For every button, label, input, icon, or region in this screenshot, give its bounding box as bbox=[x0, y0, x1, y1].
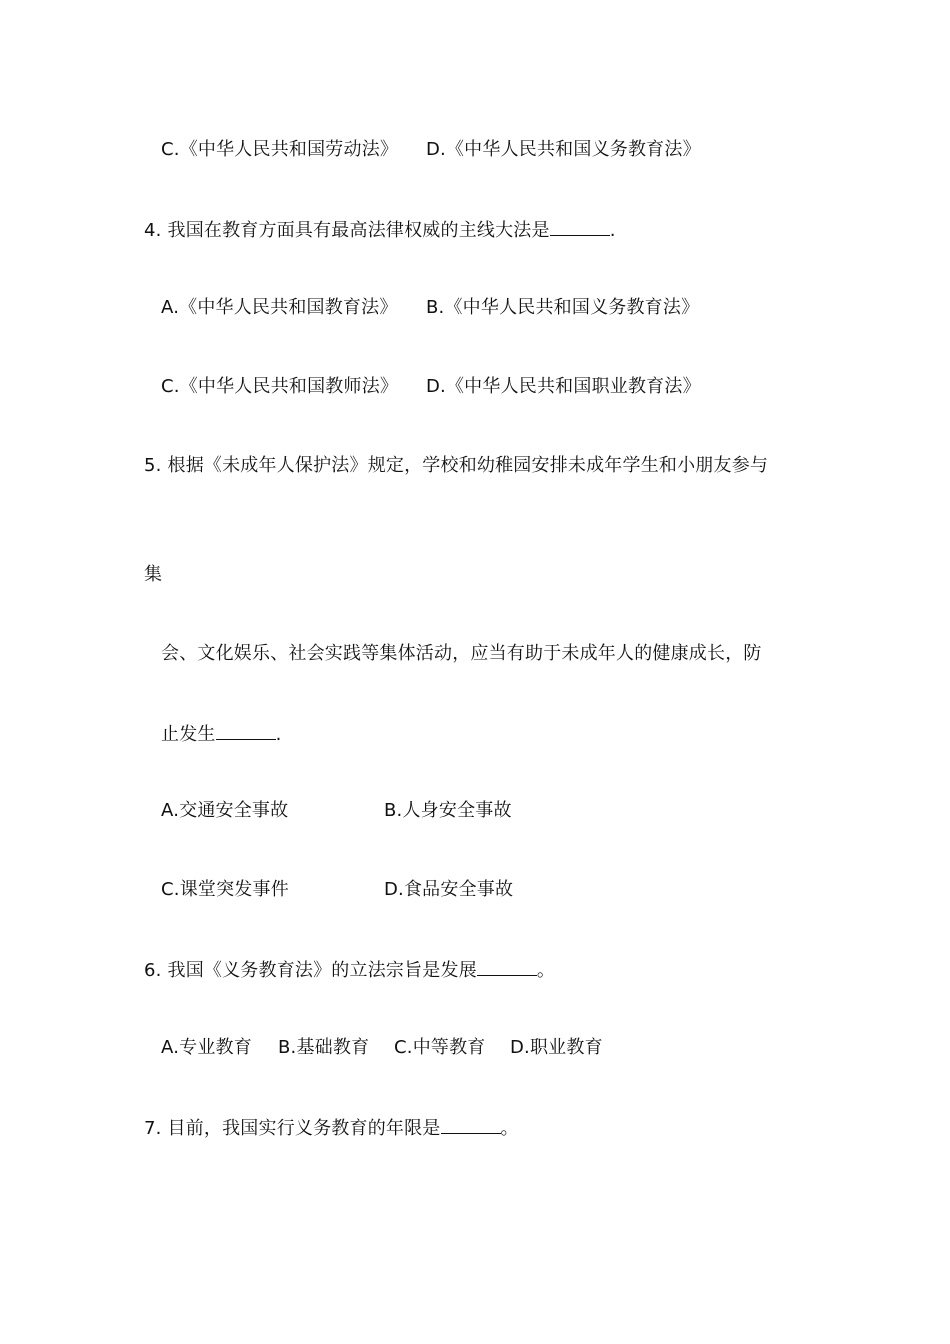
q4-options-ab bbox=[161, 296, 699, 320]
q4-stem-end: . bbox=[609, 220, 616, 241]
q5-stem-line3: 会、文化娱乐、社会实践等集体活动，应当有助于未成年人的健康成长，防 bbox=[161, 643, 762, 664]
q7-answer-blank bbox=[441, 1115, 501, 1134]
q4-option-a: A.《中华人民共和国教育法》 bbox=[161, 297, 398, 318]
q5-stem-text: 止发生 bbox=[161, 724, 216, 745]
q7-stem-end: 。 bbox=[500, 1118, 519, 1139]
q4-option-b: B.《中华人民共和国义务教育法》 bbox=[426, 297, 700, 318]
q4-stem-text: 4. 我国在教育方面具有最高法律权威的主线大法是 bbox=[144, 220, 550, 241]
q3-option-d: D.《中华人民共和国义务教育法》 bbox=[426, 139, 701, 160]
q5-stem-end: . bbox=[275, 724, 282, 745]
q6-stem-end: 。 bbox=[536, 960, 556, 981]
q4-options-cd bbox=[161, 375, 701, 399]
q4-option-c: C.《中华人民共和国教师法》 bbox=[161, 376, 399, 397]
q6-option-b: B.基础教育 bbox=[278, 1037, 370, 1058]
q5-stem-line1: 5. 根据《未成年人保护法》规定，学校和幼稚园安排未成年学生和小朋友参与 bbox=[144, 455, 769, 476]
q6-option-d: D.职业教育 bbox=[510, 1037, 603, 1058]
q5-option-b: B.人身安全事故 bbox=[384, 800, 512, 821]
q4-stem bbox=[144, 217, 616, 243]
q5-option-d: D.食品安全事故 bbox=[384, 879, 514, 900]
q6-stem-text: 6. 我国《义务教育法》的立法宗旨是发展 bbox=[144, 960, 477, 981]
q6-answer-blank bbox=[477, 957, 537, 976]
q3-option-c: C.《中华人民共和国劳动法》 bbox=[161, 139, 399, 160]
q6-stem bbox=[144, 957, 555, 983]
q5-option-a: A.交通安全事故 bbox=[161, 800, 289, 821]
q7-stem-text: 7. 目前，我国实行义务教育的年限是 bbox=[144, 1118, 441, 1139]
q5-stem-line2: 集 bbox=[144, 564, 163, 585]
q7-stem bbox=[144, 1115, 519, 1141]
q5-answer-blank bbox=[216, 721, 276, 740]
q5-stem-line4 bbox=[161, 721, 282, 747]
q6-options bbox=[161, 1036, 603, 1060]
q6-option-c: C.中等教育 bbox=[394, 1037, 486, 1058]
q6-option-a: A.专业教育 bbox=[161, 1037, 252, 1058]
q5-option-c: C.课堂突发事件 bbox=[161, 879, 289, 900]
q5-options-cd bbox=[161, 878, 513, 902]
q3-options-cd bbox=[161, 138, 701, 162]
q4-option-d: D.《中华人民共和国职业教育法》 bbox=[426, 376, 701, 397]
q5-options-ab bbox=[161, 799, 512, 823]
q4-answer-blank bbox=[550, 217, 610, 236]
